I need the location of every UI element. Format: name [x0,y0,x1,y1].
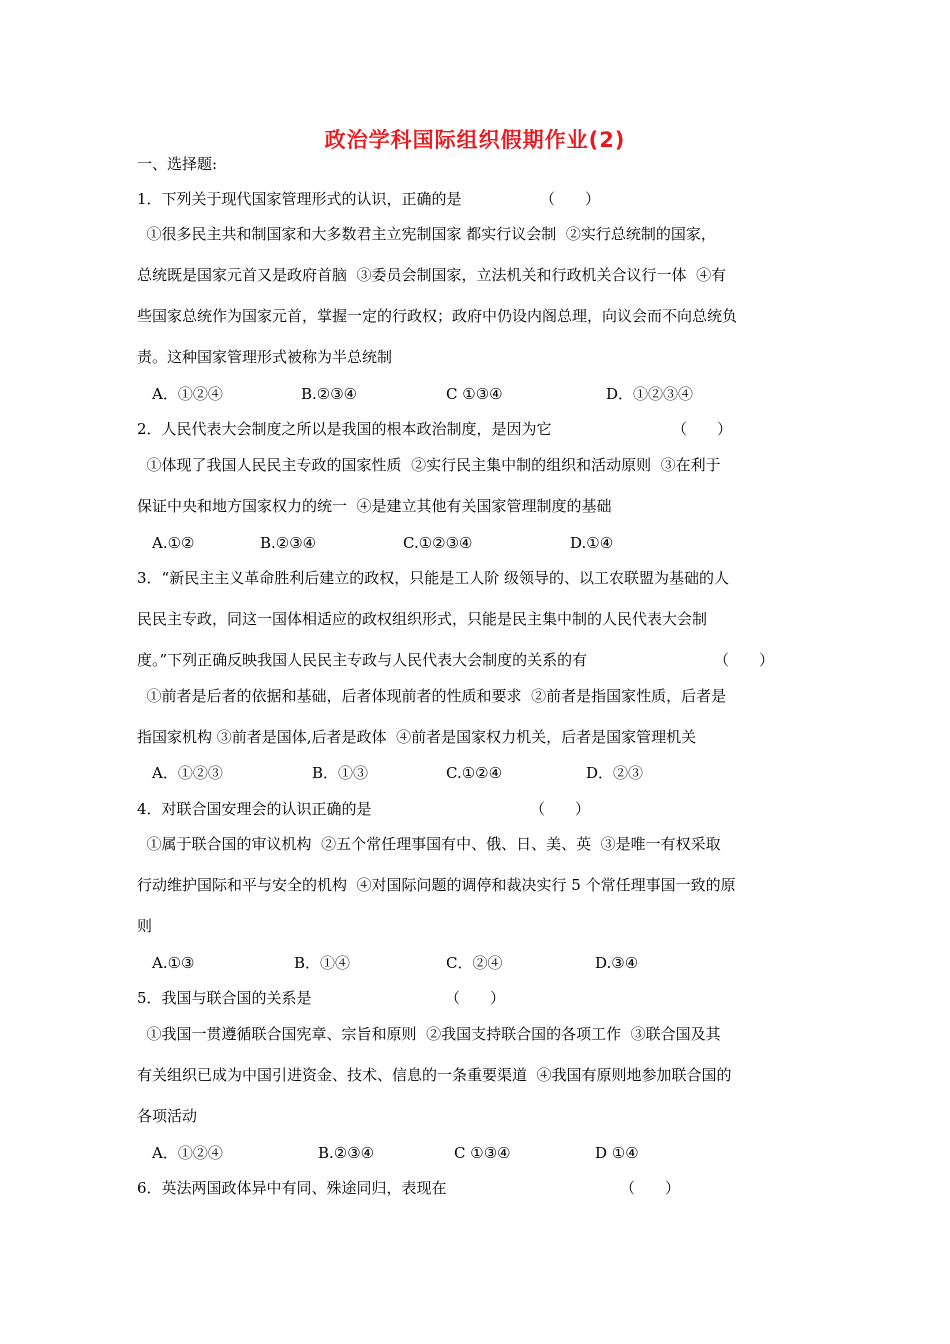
question-3-option-d: D．②③ [586,764,644,782]
question-5-stem: 5．我国与联合国的关系是 [137,989,312,1007]
question-5-option-c: C ①③④ [454,1144,511,1162]
question-1-option-b: B.②③④ [301,385,358,403]
question-5-option-b: B.②③④ [318,1144,375,1162]
question-1-stem: 1．下列关于现代国家管理形式的认识，正确的是 [137,190,462,208]
question-4-option-c: C．②④ [446,954,503,972]
question-2-option-d: D.①④ [570,534,614,552]
question-4-line: 则 [137,917,153,935]
question-4-line: 行动维护国际和平与安全的机构 ④对国际问题的调停和裁决实行 5 个常任理事国一致的原 [137,876,736,894]
question-4-blank: （ ） [530,800,591,818]
question-3-subline: ①前者是后者的依据和基础，后者体现前者的性质和要求 ②前者是指国家性质，后者是 [137,687,727,705]
question-1-blank: （ ） [540,190,601,208]
section-heading: 一、选择题: [137,155,218,173]
question-1-line: 责。这种国家管理形式被称为半总统制 [137,348,393,366]
question-4-option-a: A.①③ [152,954,195,972]
question-3-blank: （ ） [714,651,775,669]
question-3-line: 民民主专政，同这一国体相适应的政权组织形式，只能是民主集中制的人民代表大会制 [137,610,708,628]
question-1-line: 总统既是国家元首又是政府首脑 ③委员会制国家，立法机关和行政机关合议行一体 ④有 [137,266,727,284]
question-3-option-c: C.①②④ [446,764,503,782]
question-3-line: 3．“新民主主义革命胜利后建立的政权，只能是工人阶 级领导的、以工农联盟为基础的人 [137,569,729,587]
question-2-blank: （ ） [672,420,733,438]
question-1-option-d: D．①②③④ [606,385,694,403]
question-6-stem: 6．英法两国政体异中有同、殊途同归，表现在 [137,1179,447,1197]
question-2-option-b: B.②③④ [260,534,317,552]
question-4-line: ①属于联合国的审议机构 ②五个常任理事国有中、俄、日、美、英 ③是唯一有权采取 [137,835,721,853]
page-title: 政治学科国际组织假期作业(2) [324,128,626,152]
question-1-line: 些国家总统作为国家元首，掌握一定的行政权；政府中仍设内阁总理，向议会而不向总统负 [137,307,738,325]
question-3-option-b: B．①③ [312,764,369,782]
question-4-stem: 4．对联合国安理会的认识正确的是 [137,800,372,818]
question-2-option-c: C.①②③④ [403,534,473,552]
question-6-blank: （ ） [620,1179,681,1197]
question-5-option-d: D ①④ [595,1144,639,1162]
question-5-line: ①我国一贯遵循联合国宪章、宗旨和原则 ②我国支持联合国的各项工作 ③联合国及其 [137,1025,721,1043]
question-2-line: ①体现了我国人民民主专政的国家性质 ②实行民主集中制的组织和活动原则 ③在利于 [137,456,721,474]
question-4-option-b: B．①④ [294,954,351,972]
question-5-line: 各项活动 [137,1107,198,1125]
question-1-option-c: C ①③④ [446,385,503,403]
question-4-option-d: D.③④ [595,954,639,972]
question-2-line: 保证中央和地方国家权力的统一 ④是建立其他有关国家管理制度的基础 [137,497,612,515]
question-3-option-a: A．①②③ [152,764,223,782]
question-2-option-a: A.①② [152,534,195,552]
question-3-line: 度。”下列正确反映我国人民民主专政与人民代表大会制度的关系的有 [137,651,588,669]
question-5-option-a: A．①②④ [152,1144,223,1162]
question-1-line: ①很多民主共和制国家和大多数君主立宪制国家 都实行议会制 ②实行总统制的国家， [137,225,716,243]
question-5-blank: （ ） [445,989,506,1007]
question-3-subline: 指国家机构 ③前者是国体,后者是政体 ④前者是国家权力机关，后者是国家管理机关 [137,728,697,746]
question-1-option-a: A．①②④ [152,385,223,403]
question-2-stem: 2．人民代表大会制度之所以是我国的根本政治制度，是因为它 [137,420,552,438]
question-5-line: 有关组织已成为中国引进资金、技术、信息的一条重要渠道 ④我国有原则地参加联合国的 [137,1066,732,1084]
